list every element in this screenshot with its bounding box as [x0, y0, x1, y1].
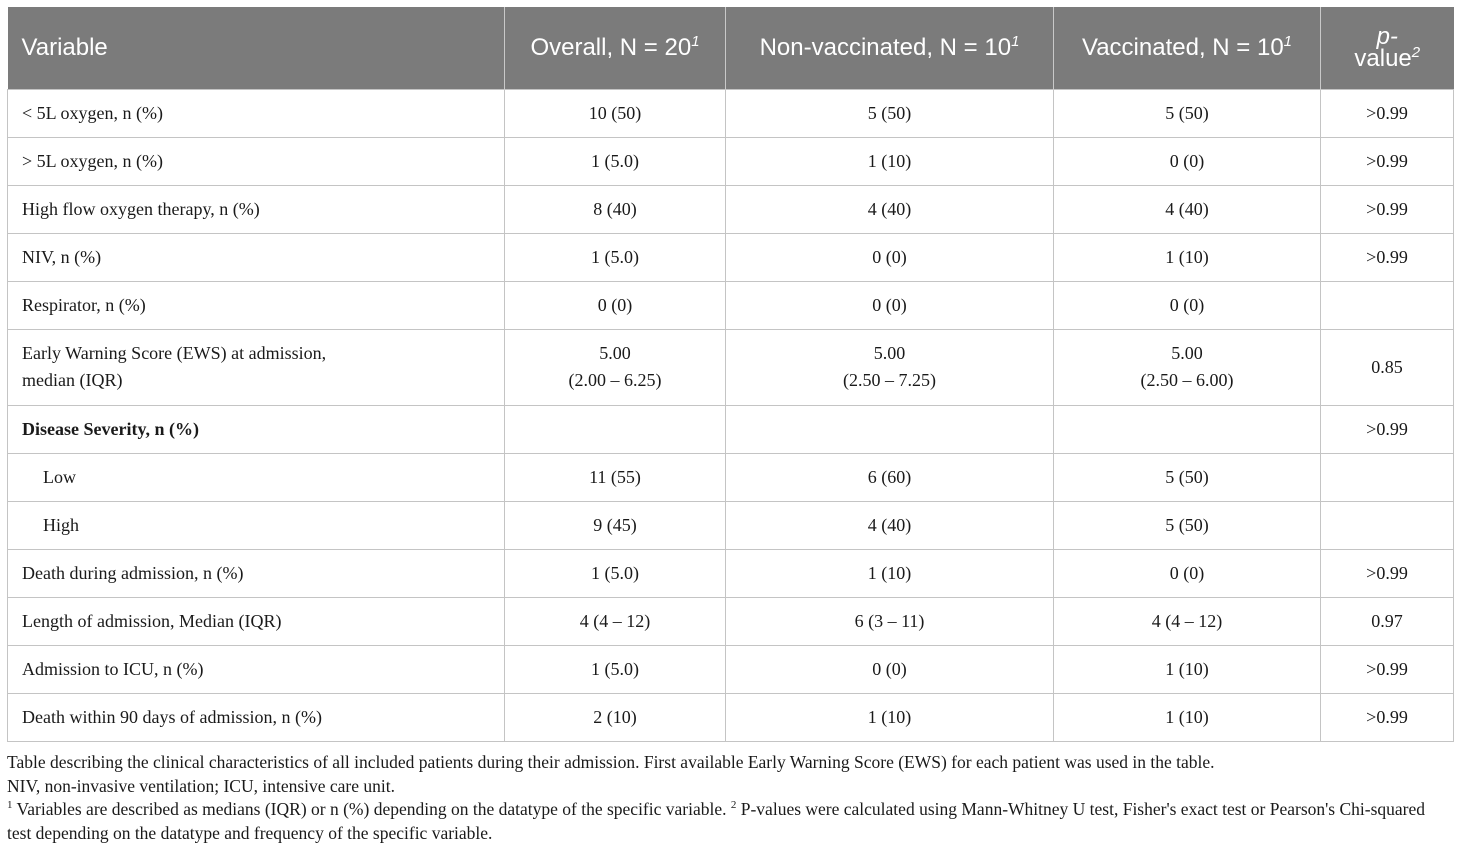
row-label: Death during admission, n (%) [8, 549, 505, 597]
header-vaccinated-label: Vaccinated, N = 10 [1081, 33, 1284, 61]
header-nonvaccinated-label: Non-vaccinated, N = 10 [759, 33, 1012, 61]
table-caption: Table describing the clinical characteristics of all included patients during their admission. First available Early Warning Score (EWS) for each patient was used in the table. [7, 752, 1215, 772]
table-body [8, 89, 1454, 741]
header-p-value [1321, 7, 1454, 89]
cell-nonvaccinated [726, 405, 1054, 453]
cell-p-value: >0.99 [1321, 137, 1454, 185]
cell-overall: 10 (50) [505, 89, 726, 137]
table-row [8, 405, 1454, 453]
header-vaccinated [1054, 7, 1321, 89]
table-row [8, 597, 1454, 645]
cell-p-value [1321, 501, 1454, 549]
cell-vaccinated: 5 (50) [1054, 453, 1321, 501]
cell-nonvaccinated: 0 (0) [726, 281, 1054, 329]
cell-p-value: >0.99 [1321, 233, 1454, 281]
cell-p-value [1321, 281, 1454, 329]
footnote-1-mark: 1 [7, 799, 13, 812]
cell-nonvaccinated: 1 (10) [726, 137, 1054, 185]
cell-nonvaccinated: 0 (0) [726, 233, 1054, 281]
row-label: Death within 90 days of admission, n (%) [8, 693, 505, 741]
row-label: < 5L oxygen, n (%) [8, 89, 505, 137]
cell-p-value: >0.99 [1321, 185, 1454, 233]
row-label: Length of admission, Median (IQR) [8, 597, 505, 645]
footnote-2-text: P-values were calculated using Mann-Whitney U test, Fisher's exact test or Pearson's Chi-squared test depending on the datatype and frequency of the specific variable. [7, 799, 1426, 843]
header-variable [8, 7, 505, 89]
cell-p-value: >0.99 [1321, 405, 1454, 453]
table-header [8, 7, 1454, 89]
header-p-value-line1: p- [1376, 22, 1398, 50]
cell-vaccinated: 1 (10) [1054, 233, 1321, 281]
cell-vaccinated: 4 (40) [1054, 185, 1321, 233]
cell-nonvaccinated: 4 (40) [726, 501, 1054, 549]
cell-overall: 0 (0) [505, 281, 726, 329]
cell-nonvaccinated: 0 (0) [726, 645, 1054, 693]
cell-vaccinated [1054, 405, 1321, 453]
cell-nonvaccinated-median: 5.00 [873, 343, 906, 363]
cell-overall-iqr: (2.00 – 6.25) [568, 370, 662, 390]
header-nonvaccinated-footnote: 1 [1011, 32, 1020, 50]
row-label: Low [8, 453, 505, 501]
header-overall [505, 7, 726, 89]
clinical-characteristics-table [7, 7, 1454, 742]
table-row [8, 137, 1454, 185]
row-label: NIV, n (%) [8, 233, 505, 281]
row-label: High [8, 501, 505, 549]
cell-vaccinated-median: 5.00 [1171, 343, 1203, 363]
footnote-2-mark: 2 [730, 799, 737, 812]
cell-p-value: >0.99 [1321, 645, 1454, 693]
cell-overall: 8 (40) [505, 185, 726, 233]
footnote-1-text: Variables are described as medians (IQR) or n (%) depending on the datatype of the specific variable. [12, 799, 731, 819]
table-row [8, 281, 1454, 329]
cell-overall: 9 (45) [505, 501, 726, 549]
cell-vaccinated: 1 (10) [1054, 645, 1321, 693]
table-row [8, 329, 1454, 405]
cell-p-value: >0.99 [1321, 549, 1454, 597]
header-overall-label: Overall, N = 20 [530, 33, 692, 61]
row-label: Respirator, n (%) [8, 281, 505, 329]
header-overall-footnote: 1 [691, 32, 700, 50]
row-label: > 5L oxygen, n (%) [8, 137, 505, 185]
cell-nonvaccinated: 5 (50) [726, 89, 1054, 137]
row-label-line2: median (IQR) [22, 370, 123, 390]
cell-p-value: >0.99 [1321, 693, 1454, 741]
table-row [8, 453, 1454, 501]
cell-nonvaccinated: 1 (10) [726, 549, 1054, 597]
cell-p-value: 0.97 [1321, 597, 1454, 645]
cell-vaccinated: 0 (0) [1054, 137, 1321, 185]
cell-nonvaccinated-iqr: (2.50 – 7.25) [843, 370, 936, 390]
header-p-value-footnote: 2 [1411, 43, 1421, 61]
cell-vaccinated: 1 (10) [1054, 693, 1321, 741]
cell-p-value: >0.99 [1321, 89, 1454, 137]
header-variable-label: Variable [21, 33, 108, 61]
row-label [8, 329, 505, 405]
cell-nonvaccinated: 6 (3 – 11) [726, 597, 1054, 645]
cell-overall: 1 (5.0) [505, 233, 726, 281]
row-label: Disease Severity, n (%) [8, 405, 505, 453]
row-label-line1: Early Warning Score (EWS) at admission, [22, 343, 327, 363]
clinical-characteristics-table-container [7, 7, 1453, 742]
table-row [8, 89, 1454, 137]
cell-overall: 1 (5.0) [505, 549, 726, 597]
cell-vaccinated-iqr: (2.50 – 6.00) [1140, 370, 1234, 390]
table-row [8, 185, 1454, 233]
header-row [8, 7, 1454, 89]
header-vaccinated-footnote: 1 [1283, 32, 1293, 50]
cell-overall: 11 (55) [505, 453, 726, 501]
table-row [8, 693, 1454, 741]
cell-overall: 4 (4 – 12) [505, 597, 726, 645]
cell-nonvaccinated: 1 (10) [726, 693, 1054, 741]
cell-overall: 1 (5.0) [505, 645, 726, 693]
cell-vaccinated: 0 (0) [1054, 281, 1321, 329]
cell-vaccinated [1054, 329, 1321, 405]
header-p-value-line2: value [1354, 44, 1412, 72]
cell-nonvaccinated: 4 (40) [726, 185, 1054, 233]
cell-vaccinated: 4 (4 – 12) [1054, 597, 1321, 645]
table-row [8, 233, 1454, 281]
table-row [8, 645, 1454, 693]
cell-vaccinated: 0 (0) [1054, 549, 1321, 597]
cell-p-value: 0.85 [1321, 329, 1454, 405]
abbreviations-note: NIV, non-invasive ventilation; ICU, intensive care unit. [7, 775, 395, 796]
table-row [8, 501, 1454, 549]
header-nonvaccinated [726, 7, 1054, 89]
table-notes [7, 751, 1453, 845]
cell-nonvaccinated [726, 329, 1054, 405]
row-label: High flow oxygen therapy, n (%) [8, 185, 505, 233]
cell-nonvaccinated: 6 (60) [726, 453, 1054, 501]
table-row [8, 549, 1454, 597]
cell-vaccinated: 5 (50) [1054, 89, 1321, 137]
footnotes [7, 798, 1453, 845]
cell-vaccinated: 5 (50) [1054, 501, 1321, 549]
row-label: Admission to ICU, n (%) [8, 645, 505, 693]
cell-overall: 2 (10) [505, 693, 726, 741]
cell-overall [505, 329, 726, 405]
cell-overall [505, 405, 726, 453]
cell-overall-median: 5.00 [599, 343, 631, 363]
cell-overall: 1 (5.0) [505, 137, 726, 185]
cell-p-value [1321, 453, 1454, 501]
